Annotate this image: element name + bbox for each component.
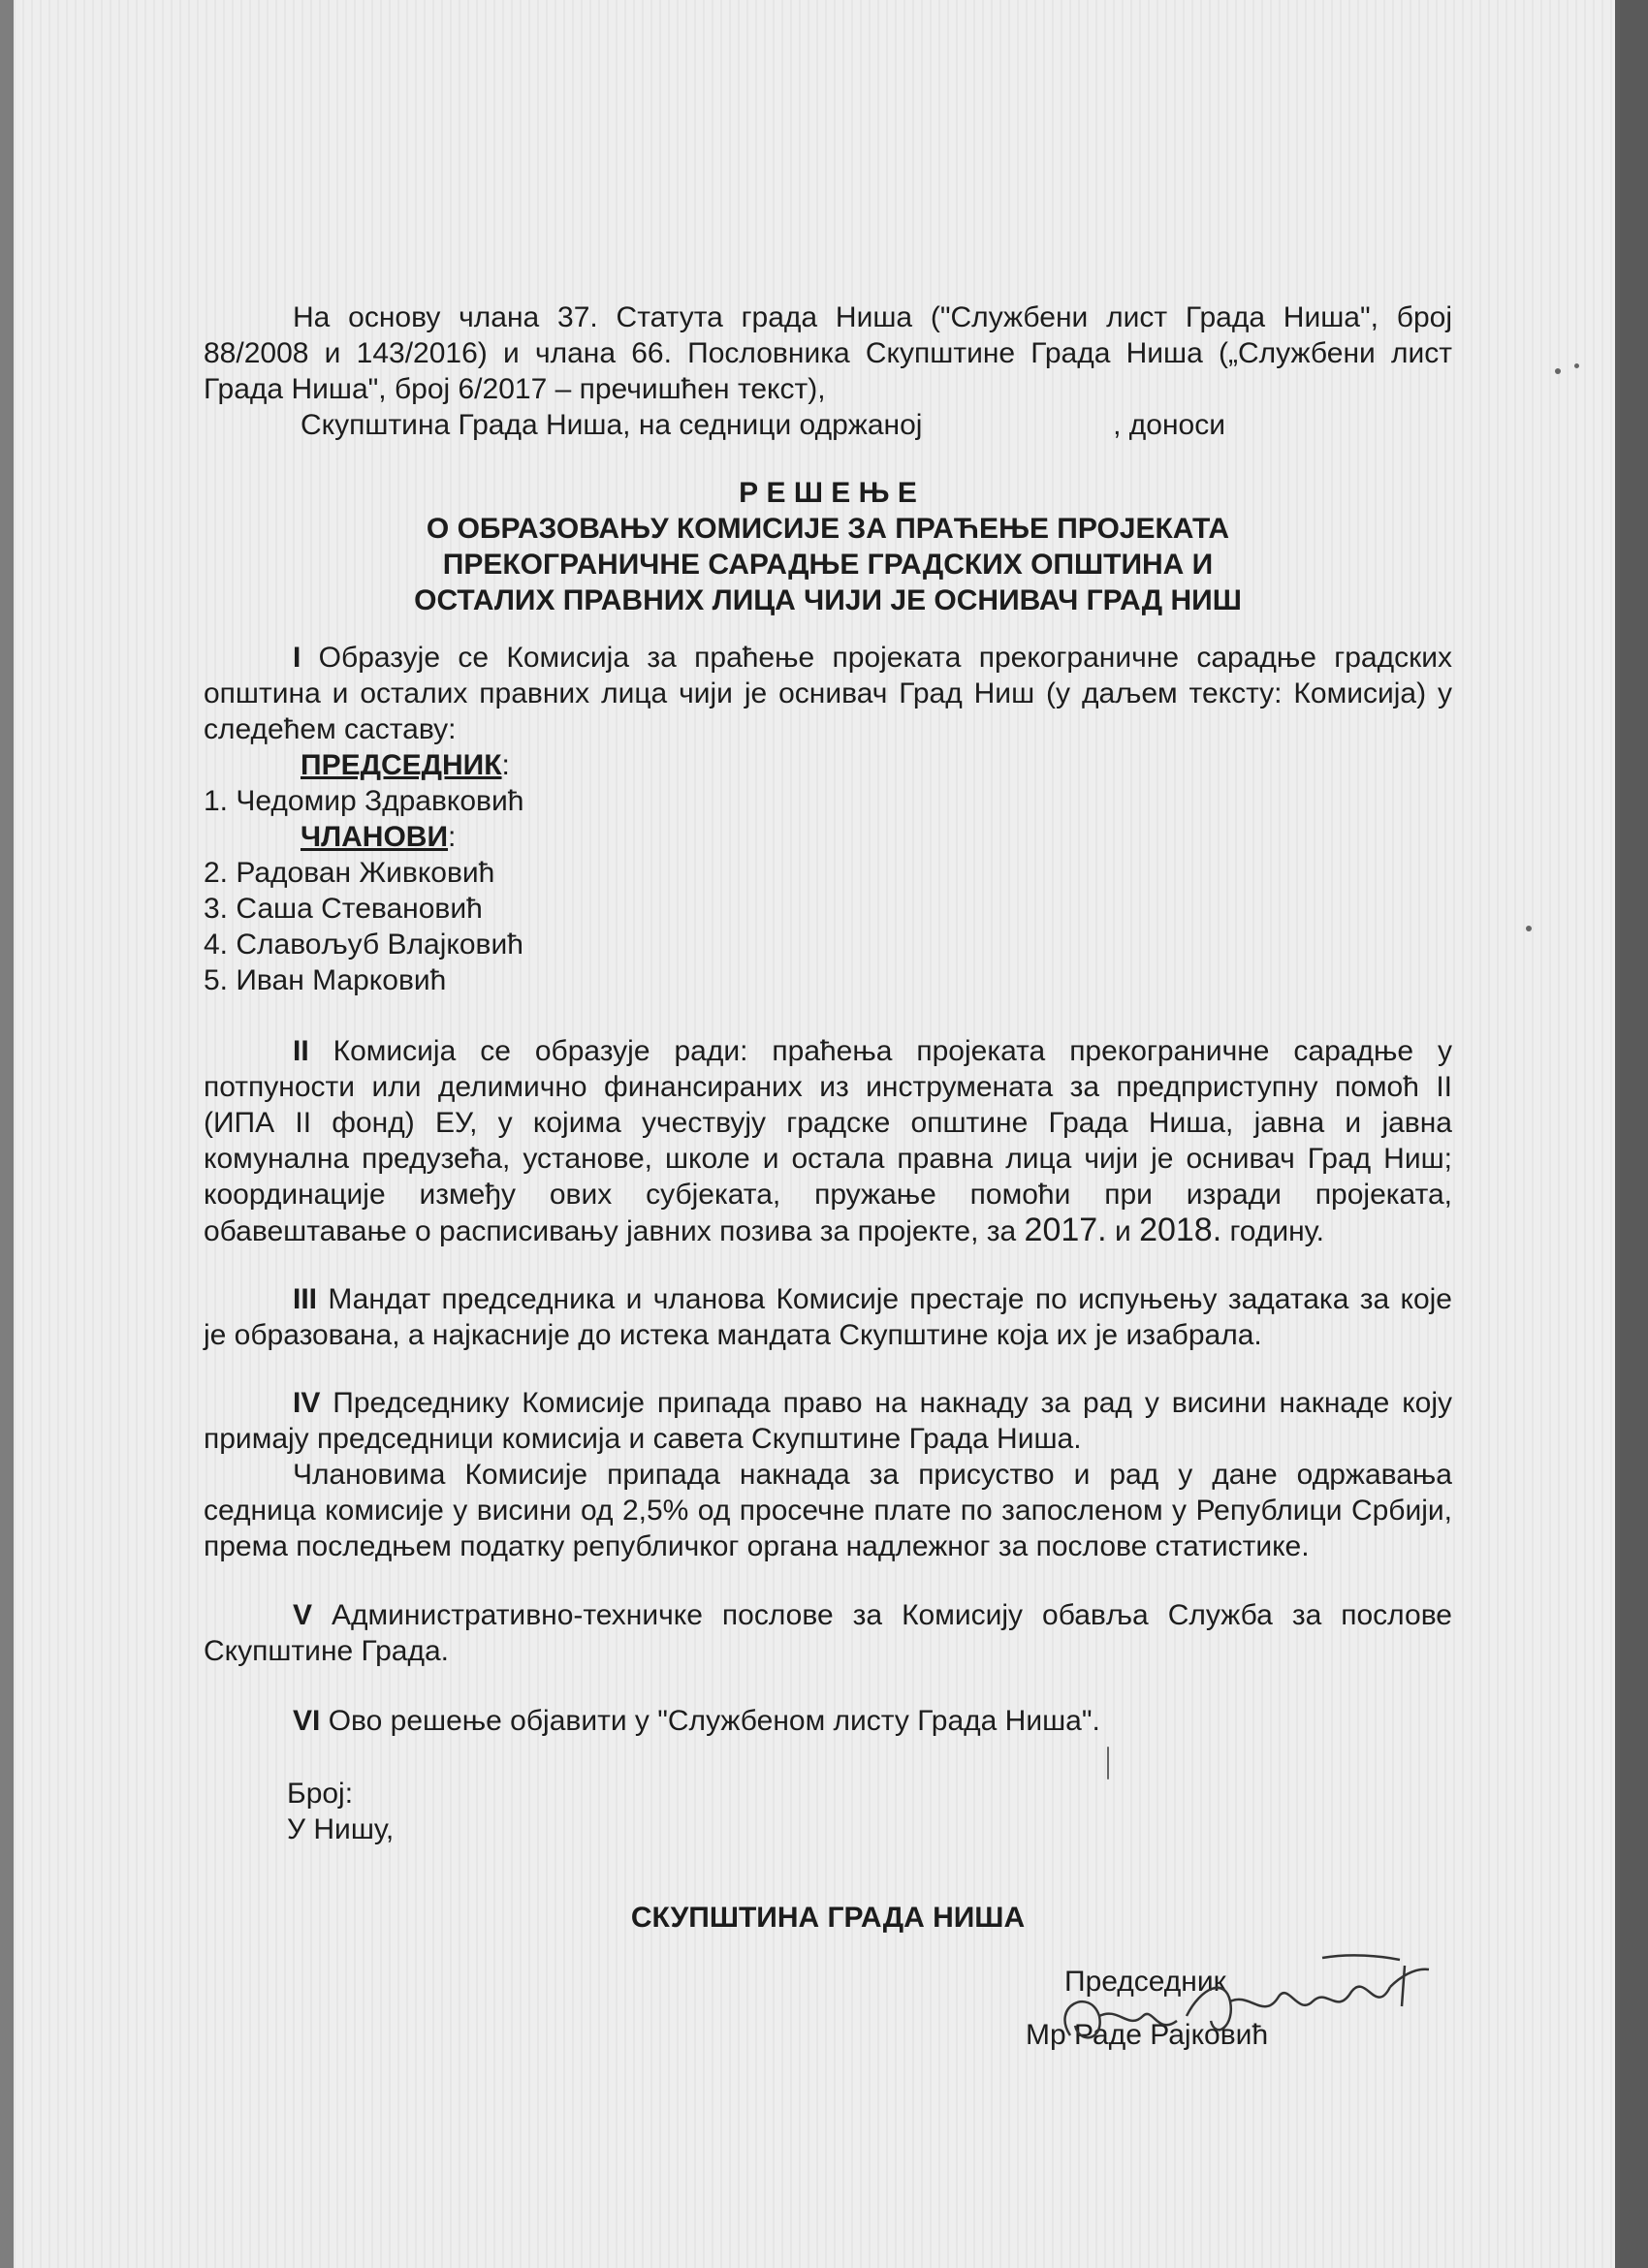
- document-place: У Нишу,: [287, 1813, 395, 1845]
- section-3-line-2: је образована, а најкасније до истека мандата Скупштине која их је изабрала.: [204, 1319, 1262, 1351]
- section-6-text: Ово решење објавити у "Службеном листу Града Ниша".: [320, 1705, 1100, 1737]
- section-4-numeral: IV: [293, 1387, 321, 1419]
- section-2-line-6: [204, 1213, 1452, 1249]
- section-2-text-1: Комисија се образује ради: праћења пројеката прекограничне сарадње у: [308, 1035, 1452, 1067]
- section-1-line-2: општина и осталих правних лица чији је оснивач Град Ниш (у даљем тексту: Комисија) у: [204, 677, 1452, 709]
- section-2-line-1: [204, 1033, 1452, 1069]
- assembly-name: СКУПШТИНА ГРАДА НИША: [630, 1902, 1026, 1934]
- document-number: Број:: [287, 1778, 354, 1810]
- handwritten-signature: [1031, 1948, 1448, 2074]
- year-2017: 2017.: [1024, 1212, 1107, 1248]
- section-2-text-end: годину.: [1221, 1215, 1324, 1247]
- section-2-numeral: II: [293, 1035, 309, 1067]
- section-1-line-1: [204, 640, 1452, 676]
- signature-stroke-2: [1187, 1987, 1390, 2031]
- scan-speck: [1574, 363, 1579, 368]
- section-4-line-4: седница комисије у висини од 2,5% од просечне плате по запосленом у Републици Србији,: [204, 1495, 1452, 1527]
- member-5: 5. Иван Марковић: [204, 964, 447, 996]
- section-3-numeral: III: [293, 1283, 318, 1315]
- section-2-text-6: обавештавање о расписивању јавних позива за пројекте, за: [204, 1215, 1025, 1247]
- section-3-line-1: [204, 1281, 1452, 1317]
- signature-stroke-1: [1064, 2001, 1177, 2037]
- preamble-line-1: На основу члана 37. Статута града Ниша ("Службени лист Града Ниша", број: [293, 301, 1452, 333]
- section-5-text-1: Административно-техничке послове за Комисију обавља Служба за послове: [312, 1599, 1452, 1631]
- section-4-line-1: [204, 1385, 1452, 1421]
- section-4-line-5: према последњем податку републичког органа надлежног за послове статистике.: [204, 1530, 1310, 1562]
- preamble-session-line: [301, 407, 1464, 443]
- document-page: [14, 0, 1615, 2268]
- section-4-line-2: примају председници комисија и савета Скупштине Града Ниша.: [204, 1423, 1082, 1455]
- scan-speck: [1555, 368, 1561, 374]
- section-4-text-1: Председнику Комисије припада право на накнаду за рад у висини накнаде коју: [320, 1387, 1452, 1419]
- section-2-and: и: [1106, 1215, 1140, 1247]
- signatory-name: Мр Раде Рајковић: [1026, 2019, 1269, 2051]
- scan-border: [1615, 0, 1648, 2268]
- section-5-numeral: V: [293, 1599, 313, 1631]
- section-5-line-1: [204, 1597, 1452, 1633]
- member-3: 3. Саша Стевановић: [204, 893, 483, 925]
- section-4-line-3: Члановима Комисије припада накнада за присуство и рад у дане одржавања: [293, 1459, 1452, 1491]
- signature-stroke-3: [1322, 1955, 1429, 2006]
- members-colon: :: [448, 821, 457, 853]
- title-line-2: ПРЕКОГРАНИЧНЕ САРАДЊЕ ГРАДСКИХ ОПШТИНА И: [442, 549, 1214, 581]
- members-heading: [301, 819, 456, 855]
- member-1: 1. Чедомир Здравковић: [204, 785, 524, 817]
- section-1-line-3: следећем саставу:: [204, 713, 457, 745]
- section-2-line-5: координације између ових субјеката, пружање помоћи при изради пројеката,: [204, 1179, 1452, 1211]
- decision-heading: Р Е Ш Е Њ Е: [739, 477, 917, 509]
- title-line-3: ОСТАЛИХ ПРАВНИХ ЛИЦА ЧИЈИ ЈЕ ОСНИВАЧ ГРАД НИШ: [414, 584, 1242, 616]
- section-5-line-2: Скупштине Града.: [204, 1635, 449, 1667]
- section-6-numeral: VI: [293, 1705, 321, 1737]
- preamble-line-2: 88/2008 и 143/2016) и члана 66. Пословника Скупштине Града Ниша („Службени лист: [204, 337, 1452, 369]
- section-2-line-3: (ИПА II фонд) ЕУ, у којима учествују градске општине Града Ниша, јавна и јавна: [204, 1107, 1452, 1139]
- session-adopts: , доноси: [1113, 409, 1225, 441]
- year-2018: 2018.: [1139, 1212, 1222, 1248]
- session-text: Скупштина Града Ниша, на седници одржаној: [301, 409, 923, 441]
- section-2-line-2: потпуности или делимично финансираних из инструмената за предприступну помоћ II: [204, 1071, 1452, 1103]
- section-6-line: [293, 1703, 1456, 1739]
- president-label: ПРЕДСЕДНИК: [301, 749, 502, 781]
- members-label: ЧЛАНОВИ: [301, 821, 449, 853]
- preamble-line-3: Града Ниша", број 6/2017 – пречишћен текст),: [204, 373, 826, 405]
- scan-speck: [1107, 1747, 1109, 1780]
- member-4: 4. Славољуб Влајковић: [204, 929, 523, 961]
- section-2-line-4: комунална предузећа, установе, школе и остала правна лица чији је оснивач Град Ниш;: [204, 1143, 1452, 1175]
- signatory-title: Председник: [1064, 1966, 1226, 1998]
- member-2: 2. Радован Живковић: [204, 857, 495, 889]
- section-1-text-1: Образује се Комисија за праћење пројеката прекограничне сарадње градских: [301, 642, 1452, 674]
- president-heading: [301, 747, 510, 783]
- section-1-numeral: I: [293, 642, 301, 674]
- section-3-text-1: Мандат председника и чланова Комисије престаје по испуњењу задатака за које: [317, 1283, 1452, 1315]
- president-colon: :: [501, 749, 510, 781]
- scan-speck: [1526, 926, 1532, 931]
- title-line-1: О ОБРАЗОВАЊУ КОМИСИЈЕ ЗА ПРАЋЕЊЕ ПРОЈЕКАТА: [426, 513, 1230, 545]
